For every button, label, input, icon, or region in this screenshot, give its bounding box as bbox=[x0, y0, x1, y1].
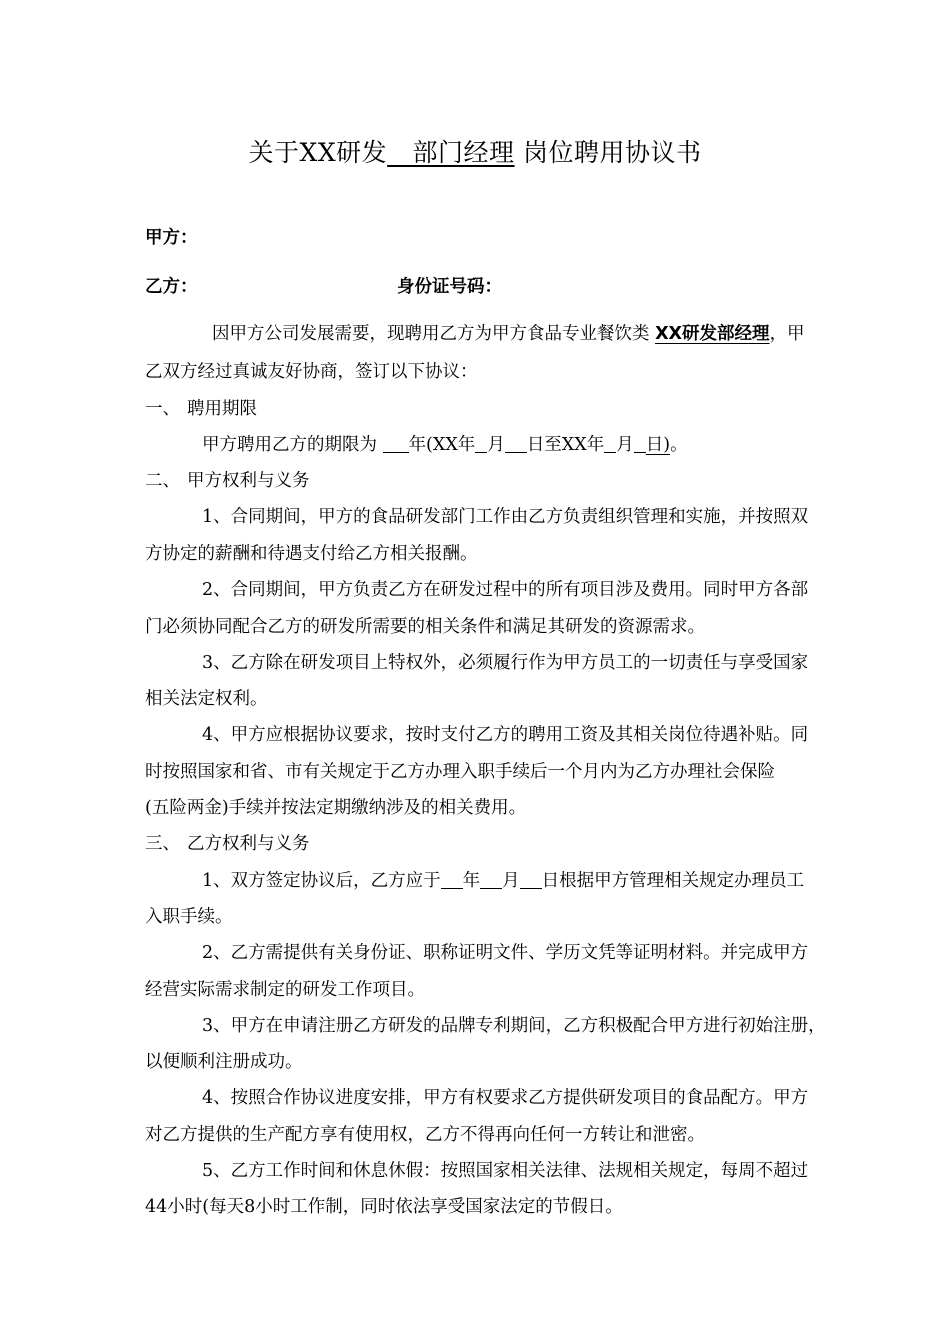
section-heading-1 bbox=[145, 397, 853, 421]
clause-b2-line-2: 经营实际需求制定的研发工作项目。 bbox=[145, 980, 425, 1000]
clause-a2-line-1: 2、合同期间，甲方负责乙方在研发过程中的所有项目涉及费用。同时甲方各部 bbox=[202, 580, 809, 600]
clause-a3-line-2: 相关法定权利。 bbox=[145, 689, 268, 709]
clause-a4-line-2: 时按照国家和省、市有关规定于乙方办理入职手续后一个月内为乙方办理社会保险 bbox=[145, 762, 775, 782]
intro-text: 因甲方公司发展需要，现聘用乙方为甲方食品专业餐饮类 bbox=[212, 324, 656, 344]
title-blank bbox=[387, 138, 412, 167]
title-suffix: 岗位聘用协议书 bbox=[514, 138, 702, 167]
clause-b1-month: 月 bbox=[502, 871, 520, 891]
title-prefix: 关于XX研发 bbox=[248, 138, 388, 167]
clause-a3-line-1: 3、乙方除在研发项目上特权外，必须履行作为甲方员工的一切责任与享受国家 bbox=[202, 653, 809, 673]
term-day-end: 日) bbox=[645, 435, 671, 455]
blank-day bbox=[505, 434, 527, 453]
section-number: 三、 bbox=[145, 834, 180, 854]
blank-month-2 bbox=[604, 434, 616, 453]
clause-a1-line-2: 方协定的薪酬和待遇支付给乙方相关报酬。 bbox=[145, 544, 478, 564]
blank-sign-year bbox=[441, 870, 463, 889]
term-year: 年(XX年 bbox=[408, 435, 476, 455]
term-month: 月 bbox=[487, 435, 505, 455]
intro-line-2: 乙双方经过真诚友好协商，签订以下协议： bbox=[145, 362, 478, 382]
section-heading-2 bbox=[145, 469, 853, 493]
intro-text-end: ，甲 bbox=[769, 324, 805, 344]
clause-b5-line-2: 44小时(每天8小时工作制，同时依法享受国家法定的节假日。 bbox=[145, 1197, 623, 1217]
section-title: 聘用期限 bbox=[187, 399, 257, 419]
blank-month bbox=[475, 434, 487, 453]
blank-sign-month bbox=[480, 870, 502, 889]
section-heading-3 bbox=[145, 832, 853, 856]
clause-a1-line-1: 1、合同期间，甲方的食品研发部门工作由乙方负责组织管理和实施，并按照双 bbox=[202, 507, 809, 527]
clause-b3-line-2: 以便顺利注册成功。 bbox=[145, 1052, 303, 1072]
id-number-label: 身份证号码： bbox=[397, 277, 502, 297]
term-day-to: 日至XX年 bbox=[526, 435, 605, 455]
clause-b1-text-end: 日根据甲方管理相关规定办理员工 bbox=[541, 871, 805, 891]
clause-b4-line-1: 4、按照合作协议进度安排，甲方有权要求乙方提供研发项目的食品配方。甲方 bbox=[202, 1088, 809, 1108]
title-position: 部门经理 bbox=[412, 138, 515, 167]
document-title bbox=[0, 133, 950, 169]
clause-b4-line-2: 对乙方提供的生产配方享有使用权，乙方不得再向任何一方转让和泄密。 bbox=[145, 1125, 705, 1145]
clause-b1-line-2: 入职手续。 bbox=[145, 907, 233, 927]
section-number: 一、 bbox=[145, 399, 180, 419]
clause-a4-line-3: (五险两金)手续并按法定期缴纳涉及的相关费用。 bbox=[145, 798, 527, 818]
term-line bbox=[202, 433, 852, 457]
clause-b1-line-1 bbox=[202, 869, 852, 893]
section-number: 二、 bbox=[145, 471, 180, 491]
blank-day-2 bbox=[634, 434, 646, 453]
intro-position: XX研发部经理 bbox=[655, 324, 770, 344]
term-end: 。 bbox=[670, 435, 688, 455]
party-a-label: 甲方： bbox=[145, 228, 198, 248]
intro-line-1 bbox=[212, 322, 852, 346]
term-text: 甲方聘用乙方的期限为 bbox=[202, 435, 383, 455]
party-b-label: 乙方： bbox=[145, 277, 198, 297]
clause-b2-line-1: 2、乙方需提供有关身份证、职称证明文件、学历文凭等证明材料。并完成甲方 bbox=[202, 943, 809, 963]
section-title: 甲方权利与义务 bbox=[187, 471, 310, 491]
section-title: 乙方权利与义务 bbox=[187, 834, 310, 854]
clause-b3-line-1: 3、甲方在申请注册乙方研发的品牌专利期间，乙方积极配合甲方进行初始注册， bbox=[202, 1016, 826, 1036]
clause-a2-line-2: 门必须协同配合乙方的研发所需要的相关条件和满足其研发的资源需求。 bbox=[145, 617, 705, 637]
term-month-2: 月 bbox=[616, 435, 634, 455]
blank-years bbox=[383, 434, 409, 453]
clause-b5-line-1: 5、乙方工作时间和休息休假：按照国家相关法律、法规相关规定，每周不超过 bbox=[202, 1161, 809, 1181]
clause-b1-year: 年 bbox=[462, 871, 481, 891]
clause-b1-text: 1、双方签定协议后，乙方应于 bbox=[202, 871, 441, 891]
blank-sign-day bbox=[520, 870, 542, 889]
clause-a4-line-1: 4、甲方应根据协议要求，按时支付乙方的聘用工资及其相关岗位待遇补贴。同 bbox=[202, 725, 809, 745]
